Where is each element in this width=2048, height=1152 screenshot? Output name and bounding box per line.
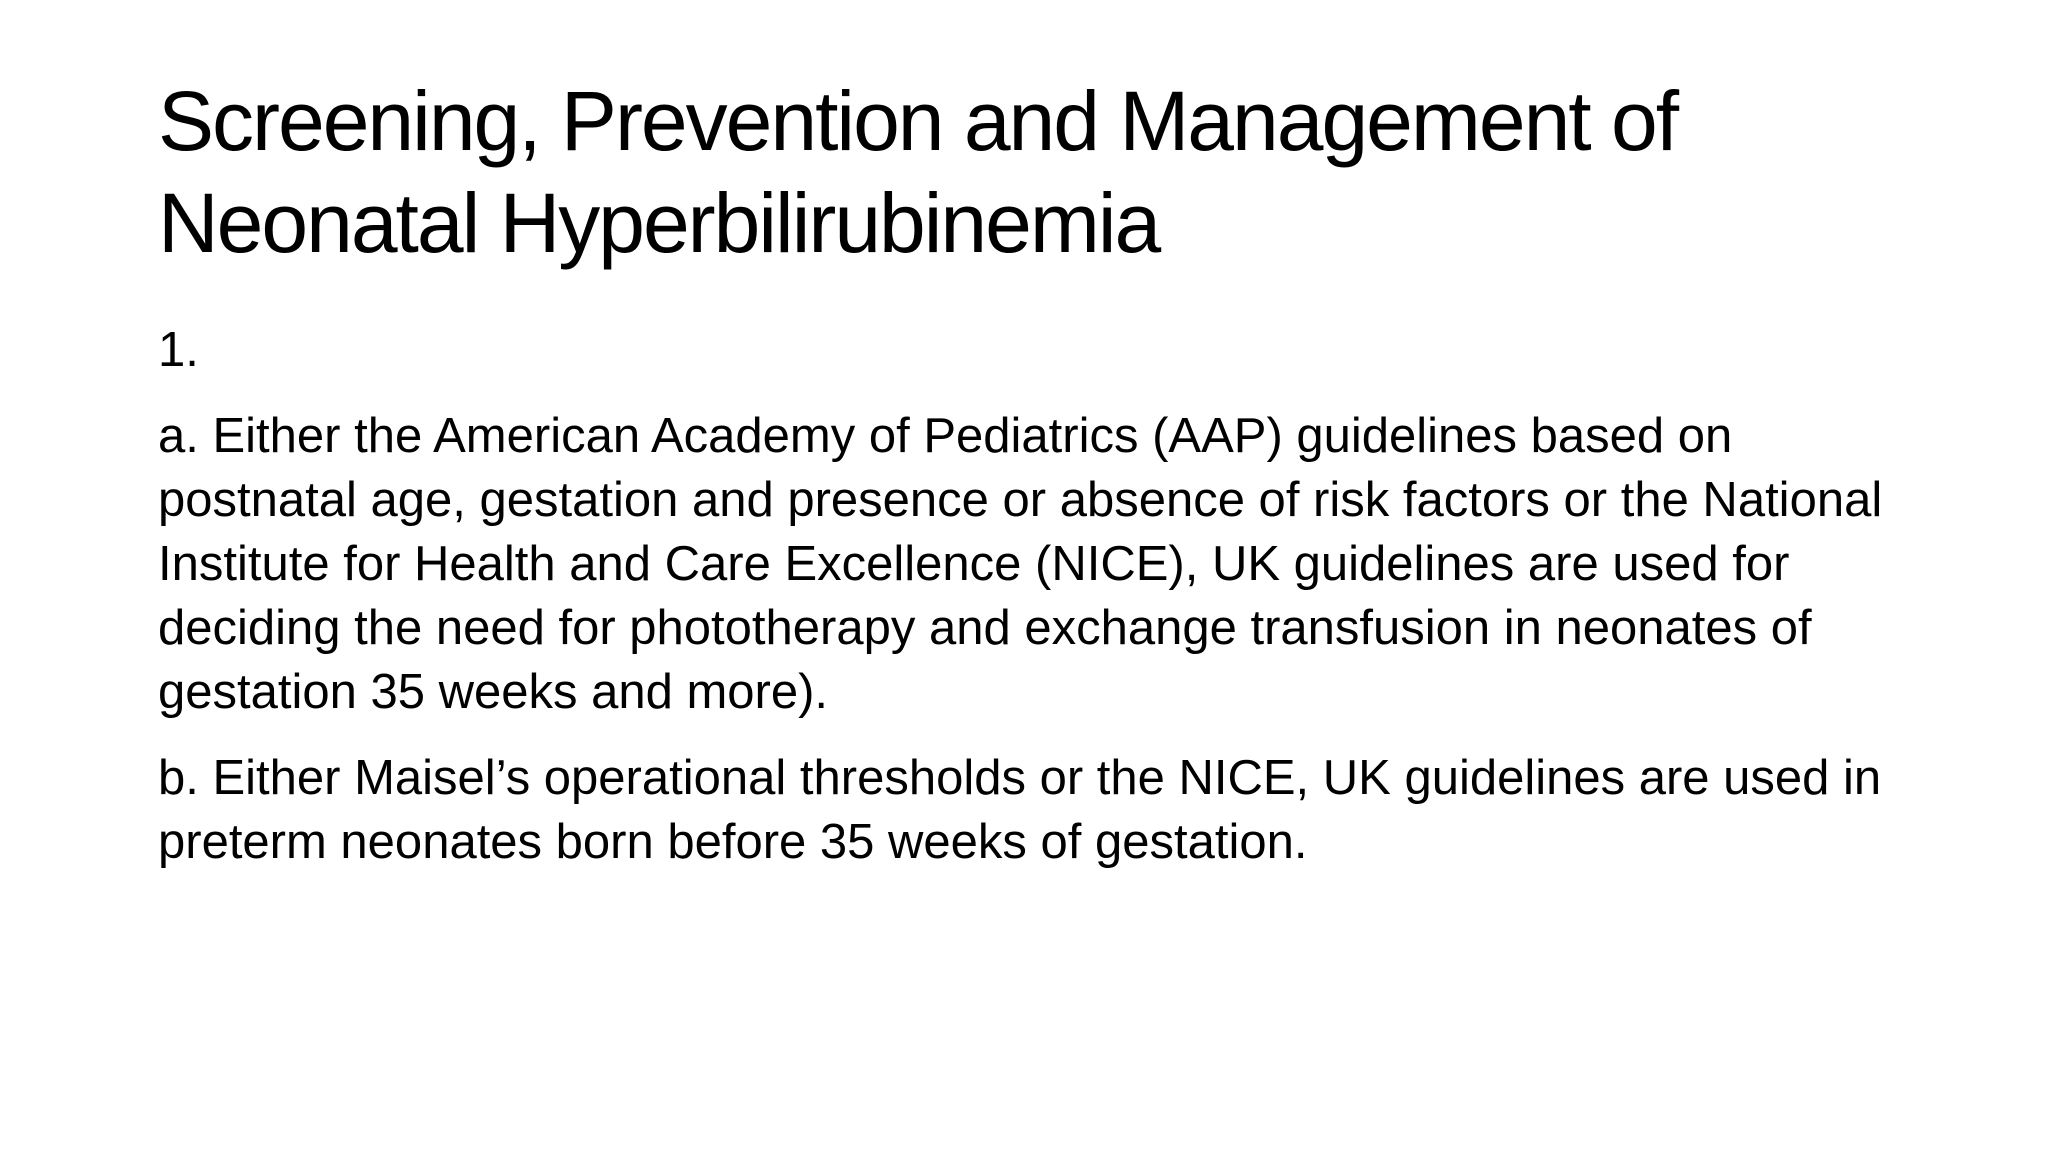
slide-body (158, 318, 1918, 896)
slide-title: Screening, Prevention and Management of Neonatal Hyperbilirubinemia (158, 74, 1678, 270)
item-number: 1. (158, 323, 199, 377)
paragraph-b: b. Either Maisel’s operational thresholds or the NICE, UK guidelines are used in preterm neonates born before 35 weeks of gestation. (158, 751, 1882, 869)
paragraph-a: a. Either the American Academy of Pediatrics (AAP) guidelines based on postnatal age, gestation and presence or absence of risk factors or the National Institute for Health and Care Excellence (NICE), UK guidelines are used for deciding the need for phototherapy and exchange transfusion in neonates of gestation 35 weeks and more). (158, 409, 1883, 719)
